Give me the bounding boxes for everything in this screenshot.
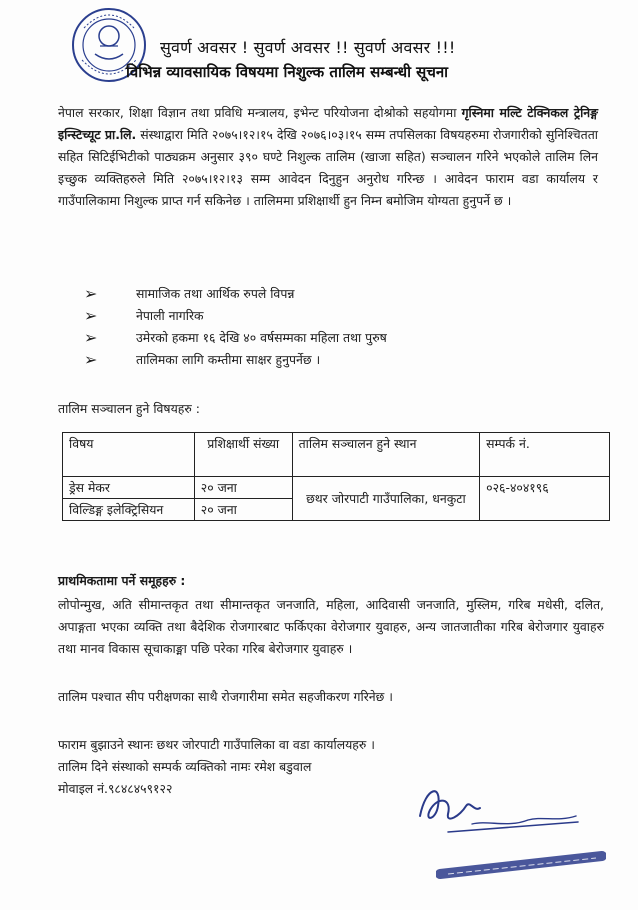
count-cell: २० जना	[194, 499, 292, 521]
contact-person: तालिम दिने संस्थाको सम्पर्क व्यक्तिको नामः रमेश बडुवाल	[58, 759, 312, 774]
table-header-location: तालिम सञ्चालन हुने स्थान	[292, 433, 480, 477]
priority-title: प्राथमिकतामा पर्ने समूहहरु :	[58, 573, 186, 588]
list-item	[84, 304, 584, 326]
office-stamp	[436, 848, 606, 882]
arrowhead-bullet-icon: ➢	[84, 305, 98, 325]
form-location: फाराम बुझाउने स्थानः छथर जोरपाटी गाउँपालिका वा वडा कार्यालयहरु ।	[58, 737, 375, 752]
eligibility-text: उमेरको हकमा १६ देखि ४० वर्षसम्मका महिला तथा पुरुष	[136, 329, 387, 345]
list-item	[84, 326, 584, 348]
subjects-label: तालिम सञ्चालन हुने विषयहरु :	[58, 401, 200, 416]
table-header-contact: सम्पर्क नं.	[480, 433, 610, 477]
eligibility-list	[84, 282, 584, 370]
intro-part1: नेपाल सरकार, शिक्षा विज्ञान तथा प्रविधि मन्त्रालय, इभेन्ट परियोजना दोश्रोको सहयोगमा	[58, 105, 457, 120]
arrowhead-bullet-icon: ➢	[84, 327, 98, 347]
table-header-row	[63, 433, 610, 477]
count-cell: २० जना	[194, 477, 292, 499]
priority-text: लोपोन्मुख, अति सीमान्तकृत तथा सीमान्तकृत जनजाति, महिला, आदिवासी जनजाति, मुस्लिम, गरिब मधेसी, दलित, अपाङ्गता भएका व्यक्ति तथा बैदेशिक रोजगारबाट फर्किएका वेरोजगार युवाहरु, अन्य जातजातीका गरिब बेरोजगार युवाहरु तथा मानव विकास सूचाकाङ्मा पछि परेका गरिब बेरोजगार युवाहरु ।	[58, 597, 604, 656]
training-table	[62, 432, 610, 521]
list-item	[84, 282, 584, 304]
location-cell: छथर जोरपाटी गाउँपालिका, धनकुटा	[292, 477, 480, 521]
notice-subject: विभिन्न व्यावसायिक विषयमा निशुल्क तालिम सम्बन्धी सूचना	[126, 63, 449, 81]
eligibility-text: सामाजिक तथा आर्थिक रुपले विपन्न	[136, 285, 295, 301]
subject-cell: ड्रेस मेकर	[63, 477, 195, 499]
subject-cell: विल्डिङ्ग इलेक्ट्रिसियन	[63, 499, 195, 521]
arrowhead-bullet-icon: ➢	[84, 349, 98, 369]
signature	[408, 776, 588, 846]
post-training-note: तालिम पश्चात सीप परीक्षणका साथै रोजगारीमा समेत सहजीकरण गरिनेछ ।	[58, 689, 394, 704]
institute-name: गृस्निमा मल्टि टेक्निकल ट्रेनिङ्ग इन्स्टिच्यूट प्रा.लि.	[58, 105, 598, 142]
notice-heading: सुवर्ण अवसर ! सुवर्ण अवसर !! सुवर्ण अवसर !!!	[160, 38, 456, 57]
list-item	[84, 348, 584, 370]
eligibility-text: नेपाली नागरिक	[136, 307, 204, 323]
contact-cell: ०२६-४०४१९६	[480, 477, 610, 521]
table-row	[63, 477, 610, 499]
intro-part2: संस्थाद्वारा मिति २०७५।१२।१५ देखि २०७६।०३।१५ सम्म तपसिलका विषयहरुमा रोजगारीको सुनिश्चितता सहित सिटिईभिटीको पाठ्यक्रम अनुसार ३९० घण्टे निशुल्क तालिम (खाजा सहित) सञ्चालन गरिने भएकोले तालिम लिन इच्छुक व्यक्तिहरुले मिति २०७५।१२।१३ सम्म आवेदन दिनुहुन अनुरोध गरिन्छ । आवेदन फाराम वडा कार्यालय र गाउँपालिकामा निशुल्क प्राप्त गर्न सकिनेछ । तालिममा प्रशिक्षार्थी हुन निम्न बमोजिम योग्यता हुनुपर्ने छ ।	[58, 127, 598, 208]
footer-info	[58, 734, 375, 800]
table-header-count: प्रशिक्षार्थी संख्या	[194, 433, 292, 477]
intro-paragraph	[58, 102, 598, 212]
eligibility-text: तालिमका लागि कम्तीमा साक्षर हुनुपर्नेछ ।	[136, 351, 321, 367]
mobile-number: मोवाइल नं.९८४८४५९१२२	[58, 781, 173, 796]
table-header-subject: विषय	[63, 433, 195, 477]
arrowhead-bullet-icon: ➢	[84, 283, 98, 303]
